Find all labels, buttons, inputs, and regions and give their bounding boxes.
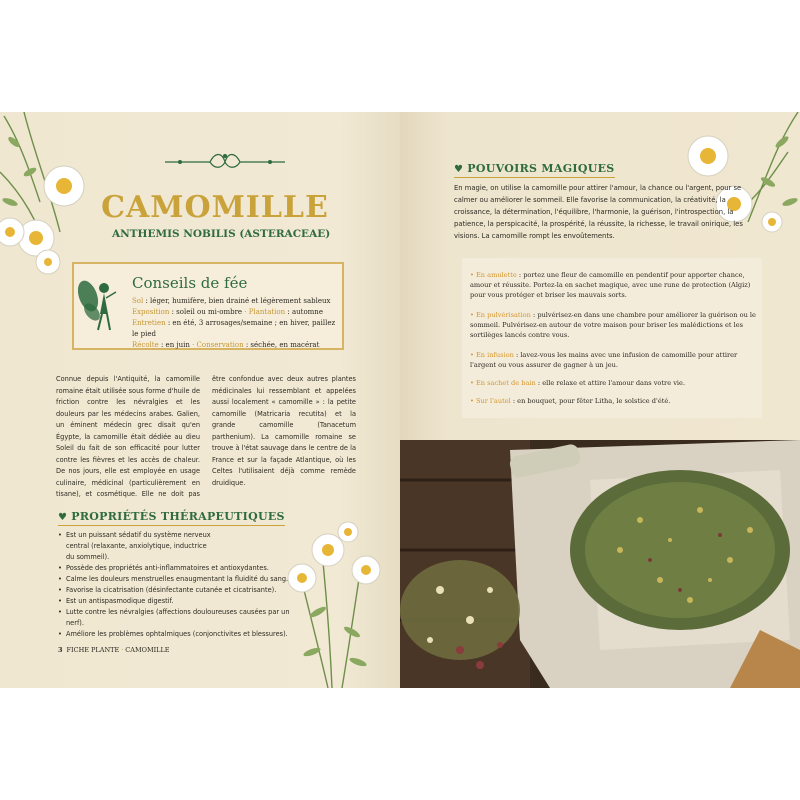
page-subtitle: ANTHEMIS NOBILIS (ASTERACEAE) [112, 228, 331, 240]
right-page [400, 112, 800, 688]
page-footer: 3 FICHE PLANTE · CAMOMILLE [58, 646, 170, 654]
list-item: • Possède des propriétés anti-inflammatoires et antioxydantes. [58, 563, 308, 574]
list-item: • Calme les douleurs menstruelles enaugmentant la fluidité du sang. [58, 574, 308, 585]
advice-line-care: Entretien : en été, 3 arrosages/semaine ; en hiver, paillez le pied [132, 319, 336, 338]
fairy-advice-box [72, 262, 344, 350]
magic-heading: ♥ POUVOIRS MAGIQUES [454, 162, 615, 178]
properties-list [58, 530, 308, 640]
page-number: 3 [58, 646, 63, 654]
intro-paragraph: Connue depuis l'Antiquité, la camomille romaine était utilisée sous forme d'huile de friction contre les névralgies et les douleurs par les médecins arabes. Galien, un éminent médecin grec disait qu'en Égypte, la camomille était dédiée au dieu Soleil du fait de son efficacité pour lutter contre les fièvres et les accès de chaleur. De nos jours, elle est employée en usage culinaire, médicinal (particulièrement en tisane), et cosmétique. Elle ne doit pas être confondue avec deux autres plantes médicinales lui ressemblant et appelées aussi localement « camomille » : la petite camomille (Matricaria recutita) et la grande camomille (Tanacetum parthenium). La camomille romaine se trouve à l'état sauvage dans le centre de la France et sur la façade Atlantique, où les Celtes l'utilisaient déjà comme remède druidique. [56, 375, 356, 498]
list-item: • Est un antispasmodique digestif. [58, 596, 308, 607]
dried-herbs-photo [400, 440, 800, 688]
list-item: • Est un puissant sédatif du système nerveux central (relaxante, anxiolytique, inductrice du sommeil). [58, 530, 216, 563]
book-spread [0, 112, 800, 688]
use-amulet: • En amulette : portez une fleur de camomille en pendentif pour apporter chance, amour et réussite. Portez-la en sachet magique, avec une rune de protection (Algiz) pour vous protéger et briser les mauvais sorts. [470, 271, 751, 299]
advice-line-exposure: Exposition : soleil ou mi-ombre · Plantation : automne [132, 308, 323, 316]
fairy-advice-title: Conseils de fée [132, 274, 248, 292]
heart-leaf-icon: ♥ [58, 512, 68, 523]
title-ornament [160, 150, 290, 174]
use-infusion: • En infusion : lavez-vous les mains avec une infusion de camomille pour attirer l'argent ou vous assurer de gagner à un jeu. [470, 351, 738, 369]
advice-line-soil: Sol : léger, humifère, bien drainé et légèrement sableux [132, 297, 331, 305]
magic-uses-box [462, 258, 762, 418]
list-item: • Lutte contre les névralgies (affections douloureuses causées par un nerf). [58, 607, 308, 629]
heart-leaf-icon: ♥ [454, 164, 464, 175]
use-altar: • Sur l'autel : en bouquet, pour fêter Litha, le solstice d'été. [470, 397, 671, 405]
list-item: • Favorise la cicatrisation (désinfectante cutanée et cicatrisante). [58, 585, 308, 596]
fairy-icon [78, 274, 120, 334]
page-title: CAMOMILLE [101, 190, 329, 225]
advice-line-harvest: Récolte : en juin · Conservation : séchée, en macérat [132, 341, 320, 349]
fairy-advice-lines [132, 296, 342, 351]
chamomile-illustration-bottom [282, 512, 400, 688]
magic-intro-paragraph: En magie, on utilise la camomille pour attirer l'amour, la chance ou l'argent, pour se calmer ou améliorer le sommeil. Elle favorise la communication, la créativité, la croissance, la détermination, l'équilibre, l'harmonie, la guérison, l'introspection, la patience, la perspicacité, la prospérité, la réussite, la richesse, le travail onirique, les visions. La camomille rompt les envoûtements. [454, 184, 743, 240]
use-spray: • En pulvérisation : pulvérisez-en dans une chambre pour améliorer la guérison ou le sommeil. Pulvérisez-en autour de votre maison pour briser les malédictions et les sortilèges lancés contre vous. [470, 311, 756, 339]
list-item: • Améliore les problèmes ophtalmiques (conjonctivites et blessures). [58, 629, 308, 640]
use-bath: • En sachet de bain : elle relaxe et attire l'amour dans votre vie. [470, 379, 686, 387]
properties-heading: ♥ PROPRIÉTÉS THÉRAPEUTIQUES [58, 510, 285, 526]
left-page [0, 112, 400, 688]
